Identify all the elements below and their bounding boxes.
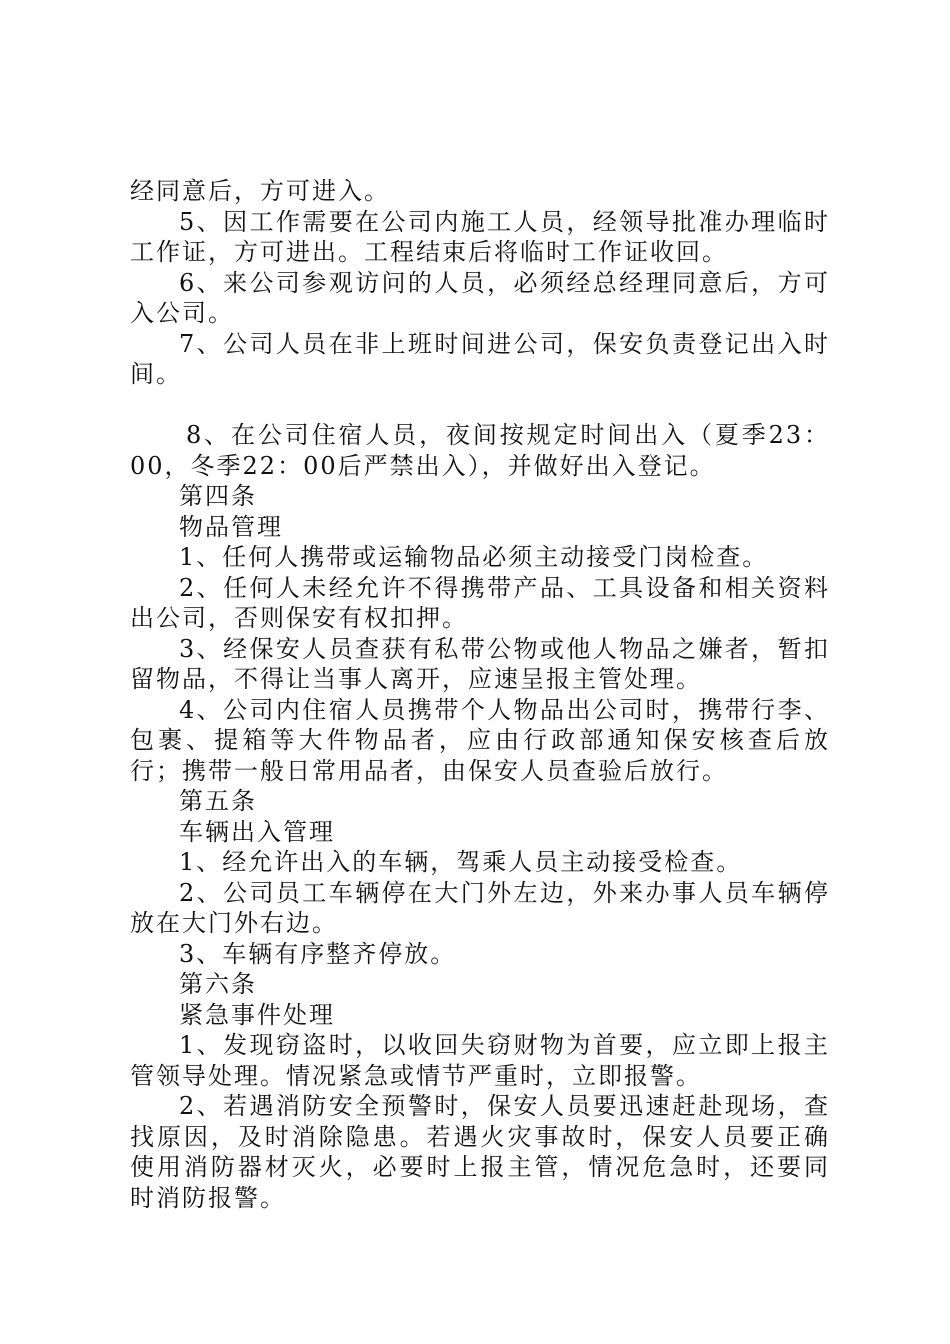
document-body (130, 176, 830, 1213)
paragraph-vehicles-1: 1、经允许出入的车辆，驾乘人员主动接受检查。 (179, 848, 743, 876)
paragraph-items-2: 2、任何人未经允许不得携带产品、工具设备和相关资料出公司，否则保安有权扣押。 (130, 573, 830, 632)
paragraph-emergency-1: 1、发现窃盗时，以收回失窃财物为首要，应立即上报主管领导处理。情况紧急或情节严重时，立即报警。 (130, 1031, 830, 1090)
section-title-items: 物品管理 (179, 512, 283, 541)
paragraph-item-6: 6、来公司参观访问的人员，必须经总经理同意后，方可入公司。 (130, 268, 830, 327)
article-heading-6: 第六条 (179, 970, 257, 998)
section-title-vehicles: 车辆出入管理 (179, 817, 335, 846)
paragraph-vehicles-2: 2、公司员工车辆停在大门外左边，外来办事人员车辆停放在大门外右边。 (130, 878, 830, 937)
paragraph-items-4: 4、公司内住宿人员携带个人物品出公司时，携带行李、包裹、提箱等大件物品者，应由行政部通知保安核查后放行；携带一般日常用品者，由保安人员查验后放行。 (130, 695, 830, 785)
paragraph-continuation: 经同意后，方可进入。 (130, 177, 390, 205)
paragraph-item-5: 5、因工作需要在公司内施工人员，经领导批准办理临时工作证，方可进出。工程结束后将临时工作证收回。 (130, 207, 830, 266)
paragraph-item-8: 8、在公司住宿人员，夜间按规定时间出入（夏季23：00，冬季22：00后严禁出入），并做好出入登记。 (130, 421, 830, 480)
article-heading-5: 第五条 (179, 787, 257, 815)
paragraph-item-7: 7、公司人员在非上班时间进公司，保安负责登记出入时间。 (130, 329, 830, 388)
paragraph-emergency-2: 2、若遇消防安全预警时，保安人员要迅速赶赴现场，查找原因，及时消除隐患。若遇火灾事故时，保安人员要正确使用消防器材灭火，必要时上报主管，情况危急时，还要同时消防报警。 (130, 1092, 830, 1212)
section-title-emergency: 紧急事件处理 (179, 1000, 335, 1029)
blank-line (130, 390, 830, 421)
paragraph-vehicles-3: 3、车辆有序整齐停放。 (179, 939, 457, 968)
paragraph-items-3: 3、经保安人员查获有私带公物或他人物品之嫌者，暂扣留物品，不得让当事人离开，应速呈报主管处理。 (130, 634, 830, 693)
article-heading-4: 第四条 (179, 482, 257, 510)
paragraph-items-1: 1、任何人携带或运输物品必须主动接受门岗检查。 (179, 543, 769, 571)
